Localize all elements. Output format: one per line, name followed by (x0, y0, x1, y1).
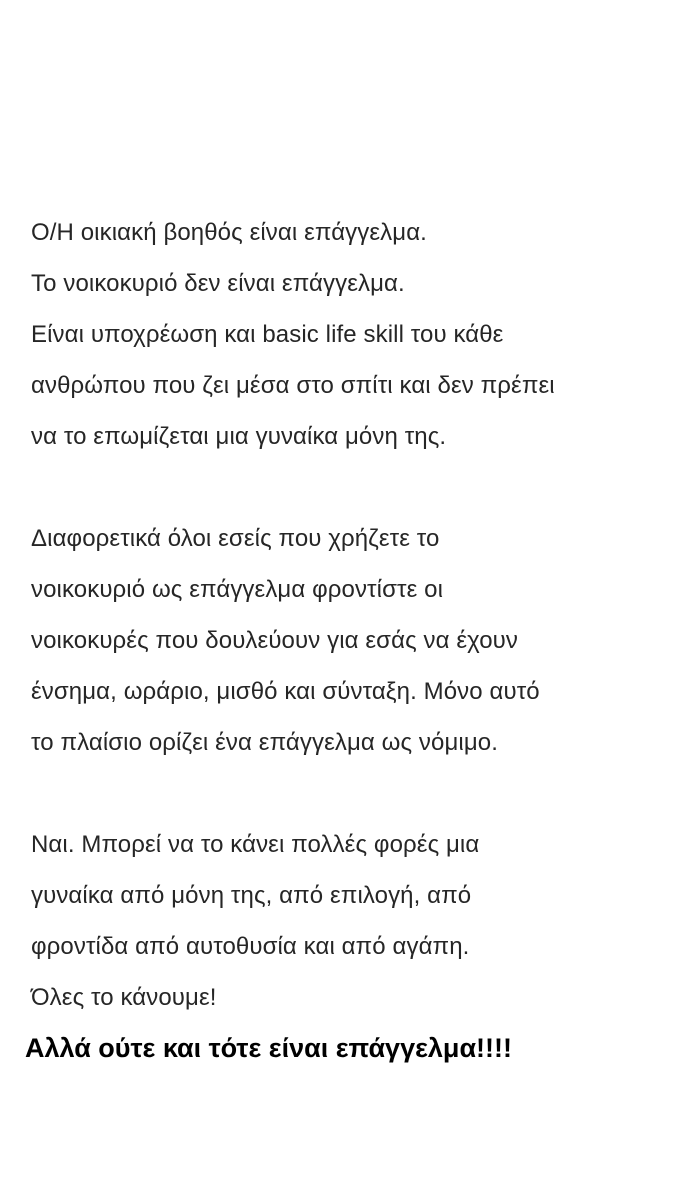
paragraph-1 (31, 207, 661, 462)
paragraph-1-line-1: Ο/Η οικιακή βοηθός είναι επάγγελμα. (31, 219, 427, 246)
paragraph-2-line-2: νοικοκυριό ως επάγγελμα φροντίστε οι (31, 576, 444, 603)
paragraph-2-line-5: το πλαίσιο ορίζει ένα επάγγελμα ως νόμιμο. (31, 729, 498, 756)
paragraph-3-line-4: Όλες το κάνουμε! (31, 984, 217, 1011)
paragraph-1-line-2: Το νοικοκυριό δεν είναι επάγγελμα. (31, 270, 405, 297)
paragraph-spacer (31, 768, 661, 819)
paragraph-3 (31, 819, 661, 1023)
paragraph-1-line-4: ανθρώπου που ζει μέσα στο σπίτι και δεν πρέπει (31, 372, 555, 399)
paragraph-2 (31, 513, 661, 768)
paragraph-3-line-1: Ναι. Μπορεί να το κάνει πολλές φορές μια (31, 831, 480, 858)
paragraph-2-line-4: ένσημα, ωράριο, μισθό και σύνταξη. Μόνο αυτό (31, 678, 540, 705)
paragraph-2-line-1: Διαφορετικά όλοι εσείς που χρήζετε το (31, 525, 440, 552)
paragraph-1-line-5: να το επωμίζεται μια γυναίκα μόνη της. (31, 423, 447, 450)
paragraph-2-line-3: νοικοκυρές που δουλεύουν για εσάς να έχουν (31, 627, 518, 654)
paragraph-3-line-2: γυναίκα από μόνη της, από επιλογή, από (31, 882, 472, 909)
closing-statement: Αλλά ούτε και τότε είναι επάγγελμα!!!! (25, 1033, 513, 1063)
paragraph-spacer (31, 462, 661, 513)
story-text-block (25, 207, 661, 1074)
paragraph-3-line-3: φροντίδα από αυτοθυσία και από αγάπη. (31, 933, 470, 960)
paragraph-1-line-3: Είναι υποχρέωση και basic life skill του κάθε (31, 321, 504, 348)
